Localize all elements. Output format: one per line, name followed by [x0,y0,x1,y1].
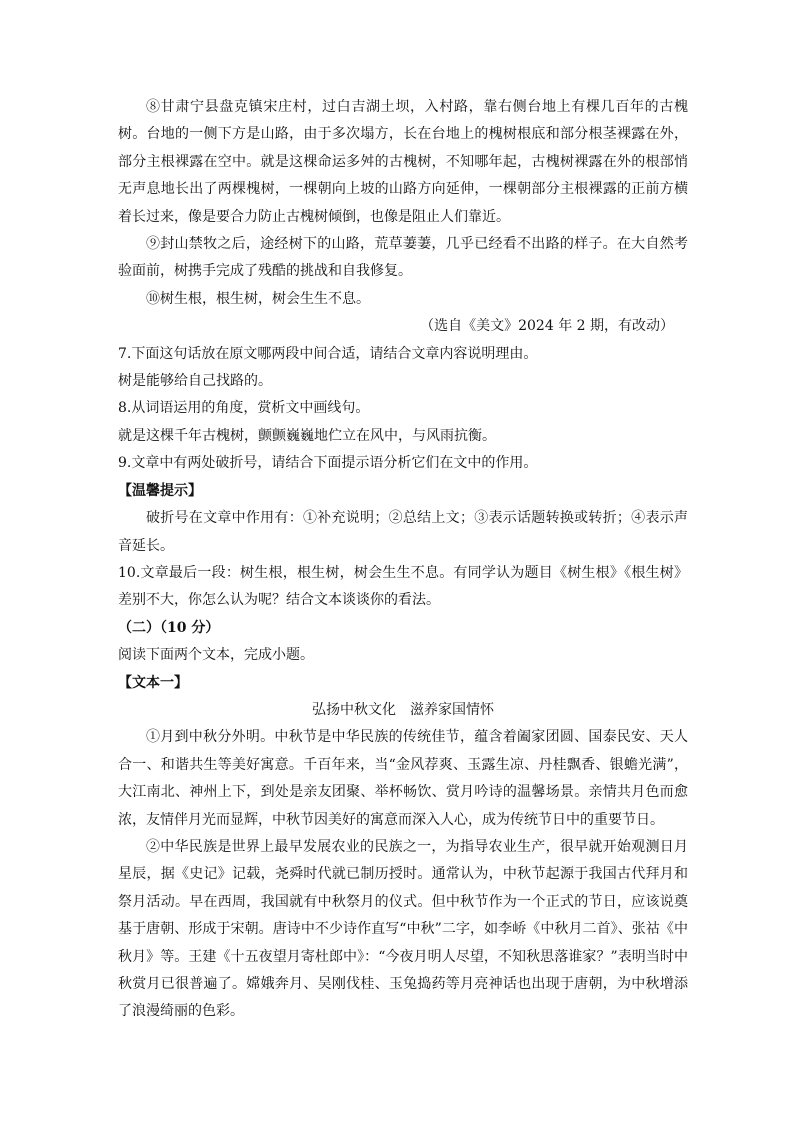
article-title: 弘扬中秋文化 滋养家国情怀 [312,701,494,718]
source-citation: （选自《美文》2024 年 2 期，有改动） [420,318,674,335]
tip-text: 破折号在文章中作用有：①补充说明；②总结上文；③表示话题转换或转折；④表示声音延长。 [118,510,688,554]
article-paragraph-2: ②中华民族是世界上最早发展农业的民族之一，为指导农业生产，很早就开始观测日月星辰，据《史记》记载，尧舜时代就已制历授时。通常认为，中秋节起源于我国古代拜月和祭月活动。早在西周，我国就有中秋祭月的仪式。但中秋节作为一个正式的节日，应该说奠基于唐朝、形成于宋朝。唐诗中不少诗作直写“中秋”二字，如李峤《中秋月二首》、张祜《中秋月》等。王建《十五夜望月寄杜郎中》：“今夜月明人尽望，不知秋思落谁家？”表明当时中秋赏月已很普遍了。嫦娥奔月、吴刚伐桂、玉兔捣药等月亮神话也出现于唐朝，为中秋增添了浪漫绮丽的色彩。 [118,838,688,1020]
question-10: 10.文章最后一段：树生根，根生树，树会生生不息。有同学认为题目《树生根》《根生树》差别不大，你怎么认为呢？结合文本谈谈你的看法。 [118,564,688,609]
paragraph-9: ⑨封山禁牧之后，途经树下的山路，荒草萋萋，几乎已经看不出路的样子。在大自然考验面前，树携手完成了残酷的挑战和自我修复。 [118,236,688,280]
article-paragraph-1: ①月到中秋分外明。中秋节是中华民族的传统佳节，蕴含着阖家团圆、国泰民安、天人合一、和谐共生等美好寓意。千百年来，当“金风荐爽、玉露生凉、丹桂飘香、银蟾光满”，大江南北、神州上下，到处是亲友团聚、举杯畅饮、赏月吟诗的温馨场景。亲情共月色而愈浓，友情伴月光而显辉，中秋节因美好的寓意而深入人心，成为传统节日中的重要节日。 [118,729,688,828]
document-page [118,94,688,1026]
question-8: 8.从词语运用的角度，赏析文中画线句。 [118,400,370,417]
paragraph-10: ⑩树生根，根生树，树会生生不息。 [146,290,370,307]
tip-label: 【温馨提示】 [118,482,202,499]
section-2-heading: （二）（10 分） [118,619,220,636]
question-9: 9.文章中有两处破折号，请结合下面提示语分析它们在文中的作用。 [118,455,538,472]
question-8-quote: 就是这棵千年古槐树，颤颤巍巍地伫立在风中，与风雨抗衡。 [118,427,496,444]
section-2-instruction: 阅读下面两个文本，完成小题。 [118,647,314,664]
paragraph-8: ⑧甘肃宁县盘克镇宋庄村，过白吉湖土坝，入村路，靠右侧台地上有棵几百年的古槐树。台地的一侧下方是山路，由于多次塌方，长在台地上的槐树根底和部分根茎裸露在外，部分主根裸露在空中。就是这棵命运多舛的古槐树，不知哪年起，古槐树裸露在外的根部悄无声息地长出了两棵槐树，一棵朝向上坡的山路方向延伸，一棵朝部分主根裸露的正前方横着长过来，像是要合力防止古槐树倾倒，也像是阻止人们靠近。 [118,99,688,225]
question-7-quote: 树是能够给自己找路的。 [118,373,272,390]
text-1-label: 【文本一】 [118,674,188,691]
question-7: 7.下面这句话放在原文哪两段中间合适，请结合文章内容说明理由。 [118,345,538,362]
